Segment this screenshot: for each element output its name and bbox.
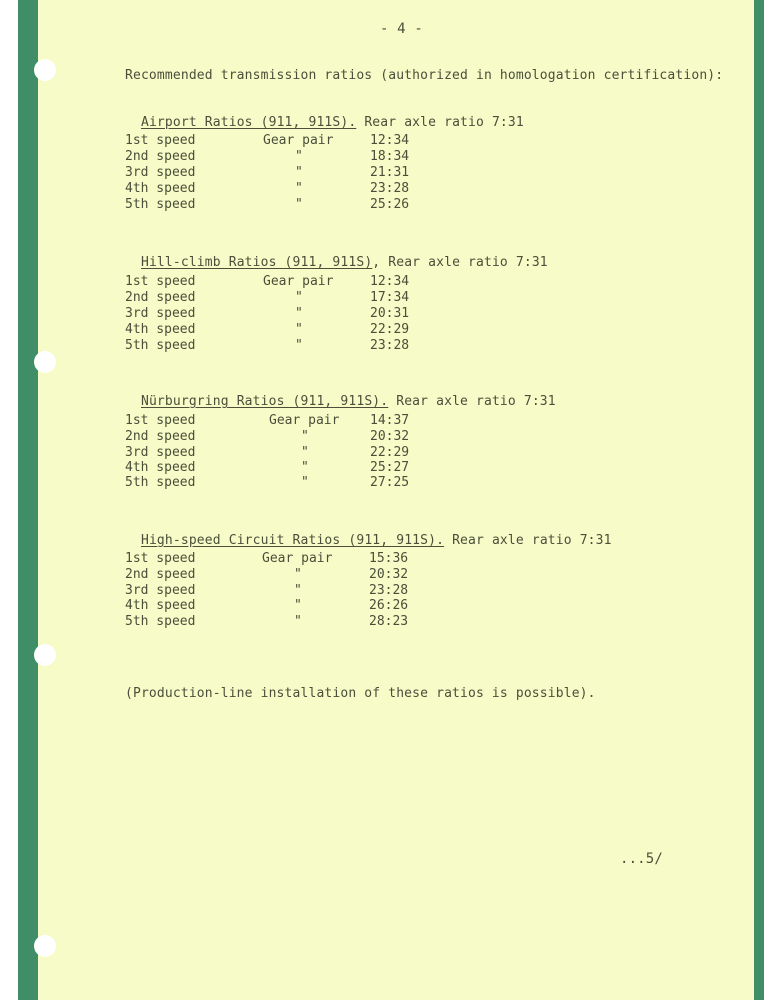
- gear-ratio: 15:36: [369, 551, 409, 566]
- table-row: [125, 197, 195, 212]
- ditto-mark: ": [295, 165, 303, 180]
- table-row: [125, 133, 195, 148]
- speed-label: 4th speed: [125, 598, 196, 613]
- gear-ratio: 21:31: [370, 165, 410, 180]
- page-number: - 4 -: [380, 21, 423, 37]
- section-title-underlined: Hill-climb Ratios (911, 911S): [140, 255, 373, 270]
- speed-label: 5th speed: [125, 338, 196, 353]
- gear-label: Gear pair: [263, 274, 334, 289]
- table-row: [125, 460, 195, 475]
- ditto-mark: ": [295, 306, 303, 321]
- speed-label: 3rd speed: [125, 306, 196, 321]
- speed-label: 3rd speed: [125, 583, 196, 598]
- gear-label: Gear pair: [263, 133, 334, 148]
- table-row: [125, 181, 195, 196]
- ditto-mark: ": [294, 598, 302, 613]
- continuation-mark: ...5/: [620, 851, 663, 867]
- ditto-mark: ": [294, 567, 302, 582]
- speed-label: 1st speed: [125, 413, 196, 428]
- speed-label: 2nd speed: [125, 429, 196, 444]
- punch-hole-upper-middle: [34, 351, 56, 373]
- speed-label: 3rd speed: [125, 445, 196, 460]
- gear-ratio: 22:29: [370, 445, 410, 460]
- ditto-mark: ": [295, 338, 303, 353]
- punch-hole-top: [34, 59, 56, 81]
- punch-hole-lower-middle: [34, 644, 56, 666]
- ditto-mark: ": [301, 429, 309, 444]
- section-title-underlined: Nürburgring Ratios (911, 911S).: [140, 394, 389, 409]
- speed-label: 2nd speed: [125, 149, 196, 164]
- ditto-mark: ": [294, 583, 302, 598]
- document-intro: Recommended transmission ratios (authorized in homologation certification):: [125, 68, 724, 83]
- speed-label: 5th speed: [125, 614, 196, 629]
- section-title-underlined: High-speed Circuit Ratios (911, 911S).: [140, 533, 445, 548]
- gear-ratio: 12:34: [370, 274, 410, 289]
- table-row: [125, 614, 195, 629]
- gear-ratio: 17:34: [370, 290, 410, 305]
- ditto-mark: ": [301, 475, 309, 490]
- gear-ratio: 25:26: [370, 197, 410, 212]
- table-row: [125, 322, 195, 337]
- section-title-nurburgring: [125, 382, 556, 408]
- section-title-high-speed-circuit: [125, 521, 612, 547]
- section-title-hill-climb: [125, 243, 548, 269]
- gear-ratio: 20:32: [369, 567, 409, 582]
- gear-label: Gear pair: [269, 413, 340, 428]
- gear-ratio: 26:26: [369, 598, 409, 613]
- section-title-underlined: Airport Ratios (911, 911S).: [140, 115, 357, 130]
- ditto-mark: ": [295, 290, 303, 305]
- table-row: [125, 290, 195, 305]
- production-note: (Production-line installation of these ratios is possible).: [125, 686, 596, 701]
- gear-ratio: 25:27: [370, 460, 410, 475]
- gear-ratio: 20:31: [370, 306, 410, 321]
- table-row: [125, 274, 195, 289]
- table-row: [125, 429, 195, 444]
- table-row: [125, 551, 195, 566]
- gear-ratio: 23:28: [370, 181, 410, 196]
- ditto-mark: ": [294, 614, 302, 629]
- table-row: [125, 475, 195, 490]
- table-row: [125, 567, 195, 582]
- gear-ratio: 23:28: [369, 583, 409, 598]
- gear-label: Gear pair: [262, 551, 333, 566]
- ditto-mark: ": [295, 149, 303, 164]
- table-row: [125, 598, 195, 613]
- speed-label: 2nd speed: [125, 567, 196, 582]
- section-title-rest: Rear axle ratio 7:31: [444, 533, 612, 548]
- table-row: [125, 165, 195, 180]
- speed-label: 1st speed: [125, 551, 196, 566]
- gear-ratio: 28:23: [369, 614, 409, 629]
- gear-ratio: 18:34: [370, 149, 410, 164]
- ditto-mark: ": [301, 460, 309, 475]
- speed-label: 3rd speed: [125, 165, 196, 180]
- speed-label: 5th speed: [125, 197, 196, 212]
- table-row: [125, 583, 195, 598]
- speed-label: 4th speed: [125, 460, 196, 475]
- ditto-mark: ": [295, 197, 303, 212]
- speed-label: 4th speed: [125, 322, 196, 337]
- table-row: [125, 445, 195, 460]
- ditto-mark: ": [295, 181, 303, 196]
- gear-ratio: 12:34: [370, 133, 410, 148]
- gear-ratio: 23:28: [370, 338, 410, 353]
- gear-ratio: 22:29: [370, 322, 410, 337]
- section-title-airport: [125, 103, 524, 129]
- speed-label: 1st speed: [125, 274, 196, 289]
- section-title-rest: Rear axle ratio 7:31: [388, 394, 556, 409]
- table-row: [125, 149, 195, 164]
- gear-ratio: 27:25: [370, 475, 410, 490]
- table-row: [125, 413, 195, 428]
- speed-label: 5th speed: [125, 475, 196, 490]
- gear-ratio: 20:32: [370, 429, 410, 444]
- punch-hole-bottom: [34, 935, 56, 957]
- speed-label: 2nd speed: [125, 290, 196, 305]
- section-title-rest: , Rear axle ratio 7:31: [372, 255, 548, 270]
- table-row: [125, 338, 195, 353]
- speed-label: 1st speed: [125, 133, 196, 148]
- ditto-mark: ": [301, 445, 309, 460]
- section-title-rest: Rear axle ratio 7:31: [356, 115, 524, 130]
- ditto-mark: ": [295, 322, 303, 337]
- table-row: [125, 306, 195, 321]
- gear-ratio: 14:37: [370, 413, 410, 428]
- speed-label: 4th speed: [125, 181, 196, 196]
